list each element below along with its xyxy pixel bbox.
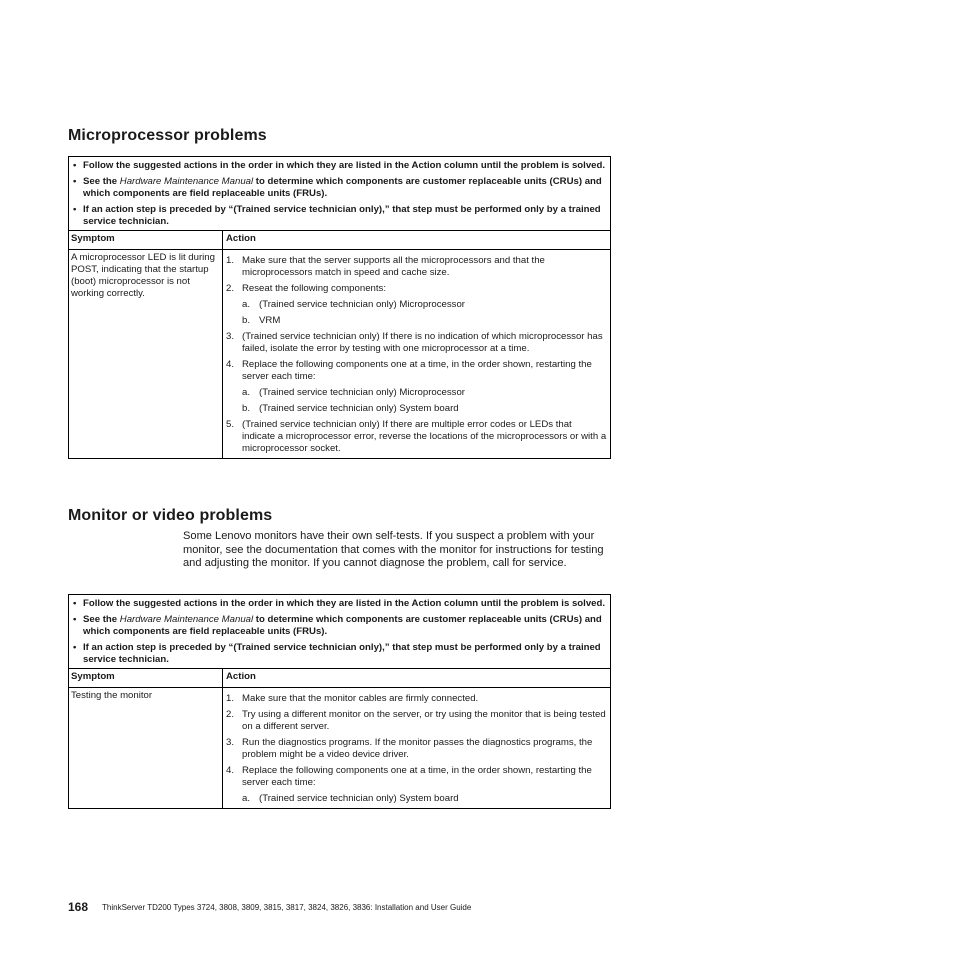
sub-step-text: VRM: [259, 315, 281, 326]
note-text: Follow the suggested actions in the order in which they are listed in the Action column until the problem is solved.: [83, 598, 606, 609]
sub-steps: [242, 299, 607, 327]
page-number: 168: [68, 900, 89, 914]
sub-steps: [242, 793, 607, 805]
action-step: [226, 737, 607, 761]
sub-step: [242, 315, 607, 327]
table-notes: [69, 157, 610, 231]
step-number: 2.: [226, 283, 235, 294]
step-text: (Trained service technician only) If there are multiple error codes or LEDs that indicate a microprocessor error, reverse the locations of the microprocessors or with a microprocessor socket.: [242, 419, 607, 454]
microprocessor-problems-table: [68, 156, 611, 459]
sub-step-letter: a.: [242, 387, 251, 398]
page-footer: [68, 900, 471, 914]
symptom-cell: Testing the monitor: [69, 688, 223, 808]
action-steps: [226, 255, 607, 455]
step-number: 4.: [226, 359, 235, 370]
step-text: (Trained service technician only) If there is no indication of which microprocessor has failed, isolate the error by testing with one microprocessor at a time.: [242, 331, 603, 354]
action-header: Action: [226, 671, 256, 682]
sub-step-letter: a.: [242, 793, 251, 804]
sub-steps: [242, 387, 607, 415]
note-text: If an action step is preceded by “(Trained service technician only),” that step must be performed only by a trained service technician.: [83, 642, 601, 665]
note-item: [73, 598, 606, 610]
video-intro-paragraph: Some Lenovo monitors have their own self-tests. If you suspect a problem with your monitor, see the documentation that comes with the monitor for instructions for testing and adjusting the monitor. If you cannot diagnose the problem, call for service.: [183, 530, 604, 569]
section-title-microprocessor: Microprocessor problems: [68, 127, 267, 144]
note-text: to determine which components are customer replaceable units (CRUs) and which components are field replaceable units (FRUs).: [83, 176, 602, 199]
section-title-video: Monitor or video problems: [68, 507, 273, 524]
action-step: [226, 331, 607, 355]
table-notes: [69, 595, 610, 669]
note-item: [73, 176, 606, 200]
note-item: [73, 614, 606, 638]
action-step: [226, 709, 607, 733]
sub-step: [242, 793, 607, 805]
symptom-header: Symptom: [69, 231, 223, 249]
video-problems-table: [68, 594, 611, 809]
step-number: 3.: [226, 331, 235, 342]
step-text: Replace the following components one at a time, in the order shown, restarting the server each time:: [242, 765, 592, 788]
action-step: [226, 359, 607, 415]
sub-step-letter: a.: [242, 299, 251, 310]
step-number: 2.: [226, 709, 235, 720]
note-text: Follow the suggested actions in the order in which they are listed in the Action column until the problem is solved.: [83, 160, 606, 171]
step-text: Replace the following components one at a time, in the order shown, restarting the server each time:: [242, 359, 592, 382]
symptom-header: Symptom: [69, 669, 223, 687]
note-text: See the: [83, 614, 120, 625]
action-step: [226, 693, 607, 705]
action-cell: [223, 688, 610, 808]
note-item: [73, 204, 606, 228]
note-item: [73, 160, 606, 172]
table-row: [69, 250, 610, 458]
manual-title: Hardware Maintenance Manual: [119, 176, 254, 187]
step-text: Reseat the following components:: [242, 283, 386, 294]
sub-step-text: (Trained service technician only) System board: [259, 793, 459, 804]
note-text: See the: [83, 176, 120, 187]
sub-step: [242, 299, 607, 311]
action-step: [226, 255, 607, 279]
action-step: [226, 765, 607, 805]
table-header: [69, 669, 610, 688]
action-header: Action: [226, 233, 256, 244]
step-number: 1.: [226, 693, 235, 704]
action-steps: [226, 693, 607, 805]
note-item: [73, 642, 606, 666]
step-number: 4.: [226, 765, 235, 776]
step-number: 1.: [226, 255, 235, 266]
action-step: [226, 283, 607, 327]
sub-step: [242, 403, 607, 415]
step-text: Run the diagnostics programs. If the monitor passes the diagnostics programs, the problem might be a video device driver.: [242, 737, 593, 760]
sub-step-text: (Trained service technician only) Microprocessor: [259, 299, 465, 310]
table-row: [69, 688, 610, 808]
sub-step-text: (Trained service technician only) System board: [259, 403, 459, 414]
step-text: Try using a different monitor on the server, or try using the monitor that is being tested on a different server.: [242, 709, 606, 732]
table-header: [69, 231, 610, 250]
footer-text: ThinkServer TD200 Types 3724, 3808, 3809, 3815, 3817, 3824, 3826, 3836: Installation and User Guide: [102, 903, 472, 912]
sub-step-text: (Trained service technician only) Microprocessor: [259, 387, 465, 398]
action-cell: [223, 250, 610, 458]
symptom-cell: A microprocessor LED is lit during POST, indicating that the startup (boot) microprocessor is not working correctly.: [69, 250, 223, 458]
step-number: 3.: [226, 737, 235, 748]
step-number: 5.: [226, 419, 235, 430]
note-text: If an action step is preceded by “(Trained service technician only),” that step must be performed only by a trained service technician.: [83, 204, 601, 227]
sub-step-letter: b.: [242, 315, 251, 326]
action-step: [226, 419, 607, 455]
step-text: Make sure that the monitor cables are firmly connected.: [242, 693, 479, 704]
note-text: to determine which components are customer replaceable units (CRUs) and which components are field replaceable units (FRUs).: [83, 614, 602, 637]
manual-title: Hardware Maintenance Manual: [119, 614, 254, 625]
sub-step: [242, 387, 607, 399]
sub-step-letter: b.: [242, 403, 251, 414]
step-text: Make sure that the server supports all the microprocessors and that the microprocessors match in speed and cache size.: [242, 255, 545, 278]
